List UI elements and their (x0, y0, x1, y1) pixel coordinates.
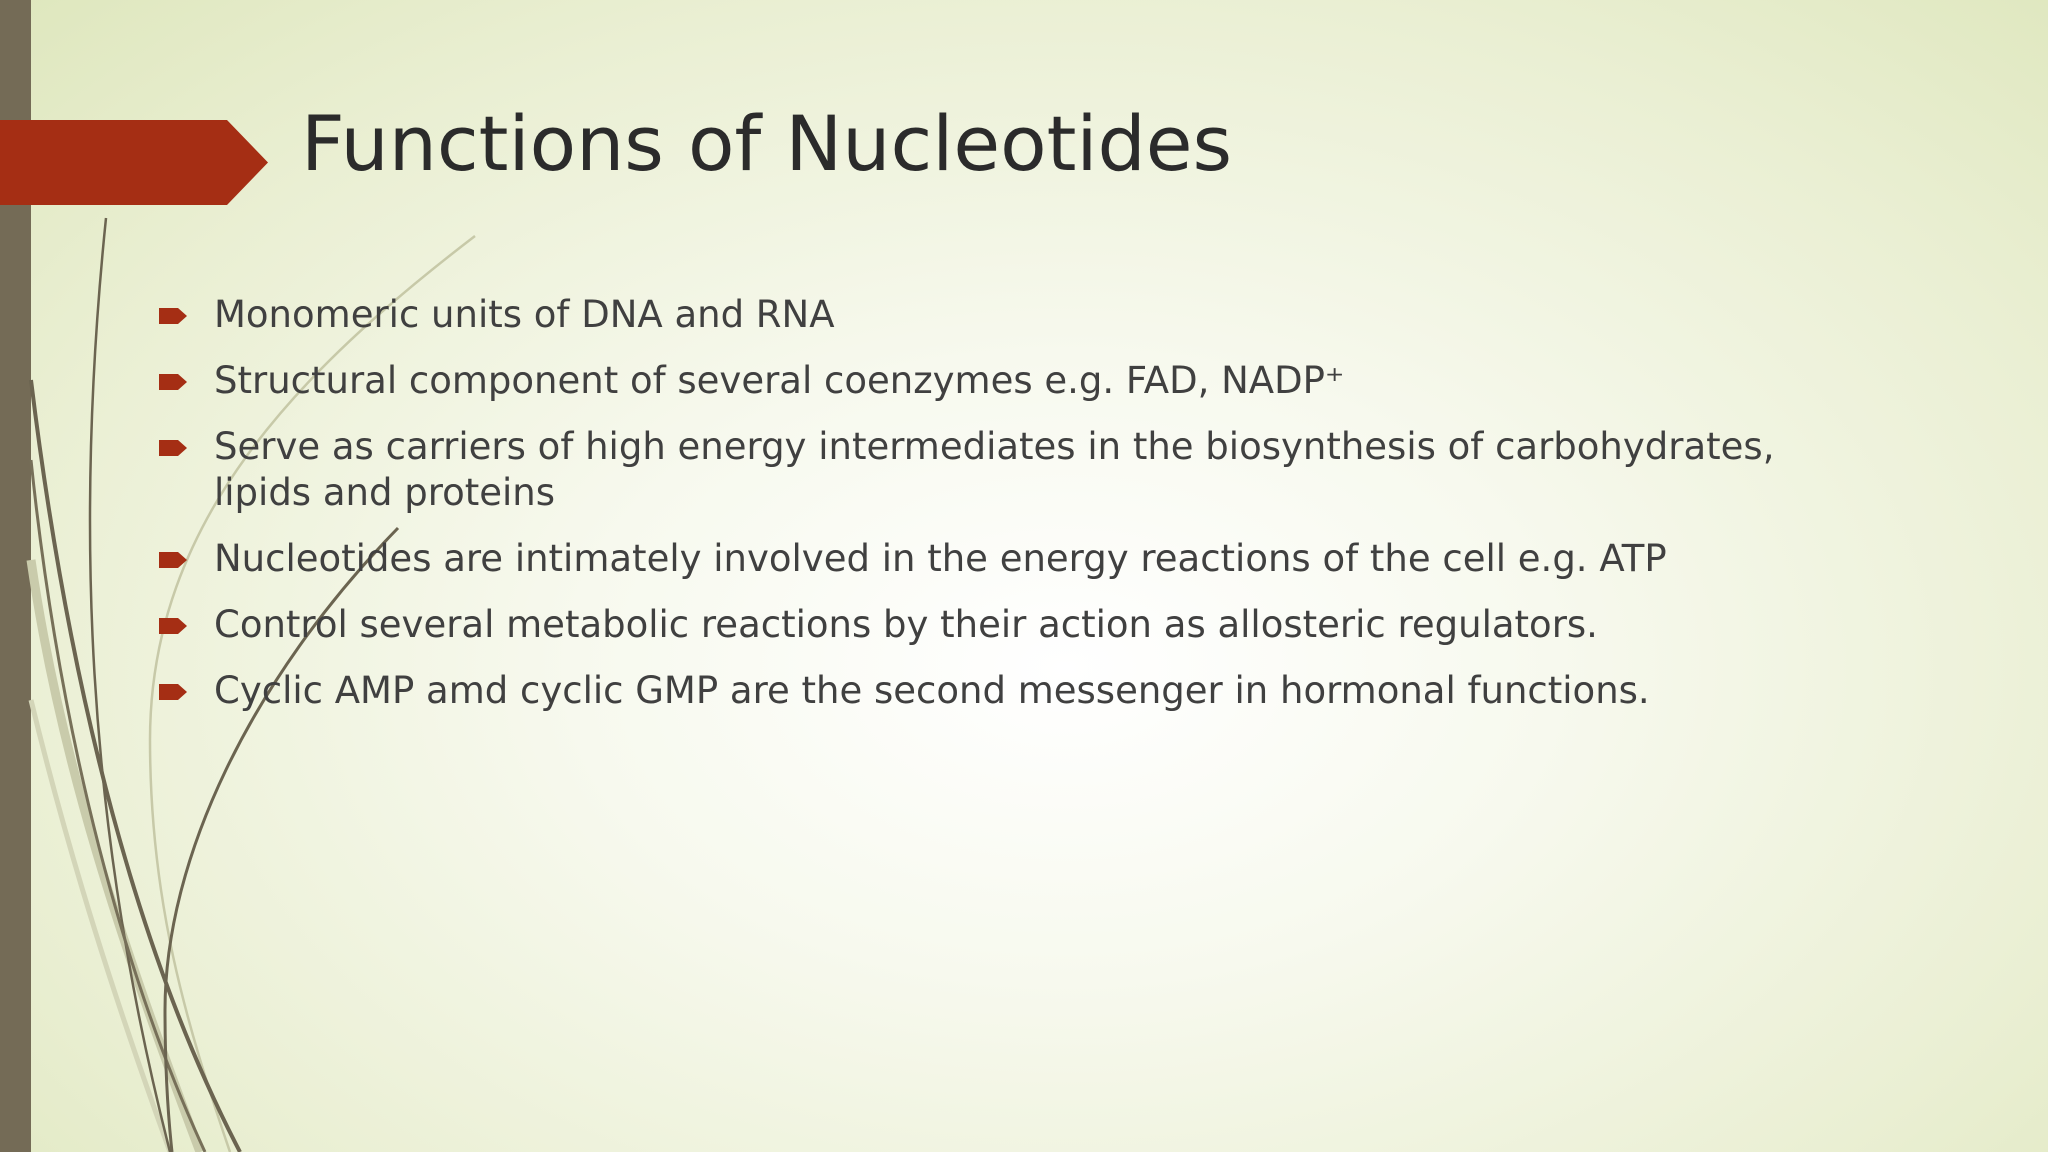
bullet-item-3 (155, 424, 1795, 516)
title-arrow-shape (0, 120, 268, 205)
arrow-bullet-icon (159, 374, 187, 390)
bullet-item-2 (155, 358, 1795, 404)
arrow-bullet-icon (159, 552, 187, 568)
bullet-text-2: Structural component of several coenzymes e.g. FAD, NADP⁺ (214, 359, 1345, 402)
arrow-bullet-icon (159, 618, 187, 634)
bullet-text-6: Cyclic AMP amd cyclic GMP are the second messenger in hormonal functions. (214, 669, 1650, 712)
arrow-bullet-icon (159, 308, 187, 324)
bullet-text-5: Control several metabolic reactions by their action as allosteric regulators. (214, 603, 1598, 646)
bullet-item-6 (155, 668, 1795, 714)
bullet-item-1 (155, 292, 1795, 338)
bullet-text-4: Nucleotides are intimately involved in the energy reactions of the cell e.g. ATP (214, 537, 1667, 580)
bullet-text-3: Serve as carriers of high energy intermediates in the biosynthesis of carbohydrates, lipids and proteins (214, 425, 1775, 514)
arrow-bullet-icon (159, 684, 187, 700)
bullet-item-5 (155, 602, 1795, 648)
arrow-bullet-icon (159, 440, 187, 456)
bullet-text-1: Monomeric units of DNA and RNA (214, 293, 835, 336)
bullet-item-4 (155, 536, 1795, 582)
bullet-list (155, 292, 1795, 734)
slide-title: Functions of Nucleotides (301, 99, 1233, 188)
